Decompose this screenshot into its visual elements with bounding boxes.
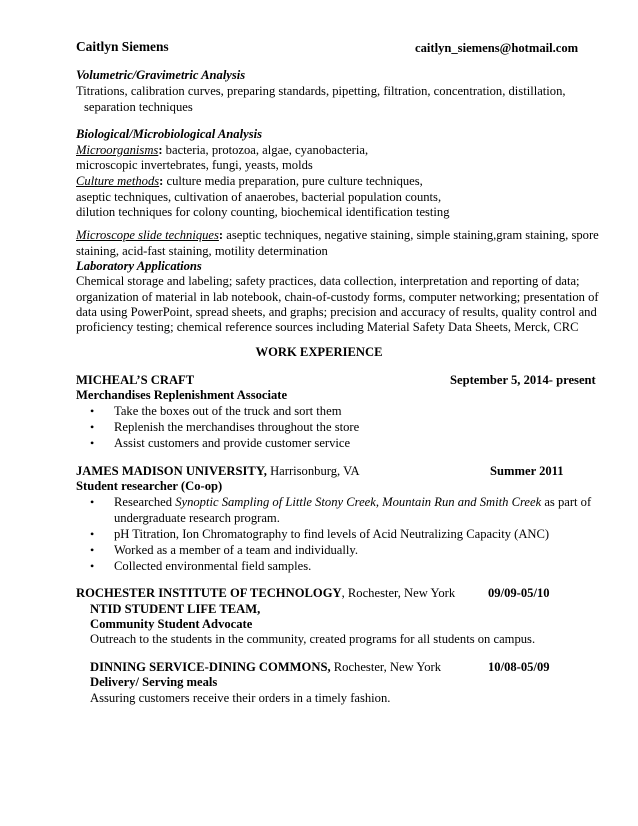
bullet-icon: • [90, 527, 95, 541]
employer: MICHEAL’S CRAFT [76, 373, 195, 387]
research-title: Synoptic Sampling of Little Stony Creek, Mountain Run and Smith Creek [175, 495, 542, 509]
employer: JAMES MADISON UNIVERSITY, [76, 464, 267, 478]
job-bullet: Collected environmental field samples. [114, 559, 312, 573]
employer-line [90, 659, 441, 675]
job-date: Summer 2011 [490, 464, 564, 478]
job-bullet: Researched Synoptic Sampling of Little Stony Creek, Mountain Run and Smith Creek as part of [114, 495, 592, 509]
slide-label: Microscope slide techniques [76, 228, 219, 242]
job-org: NTID STUDENT LIFE TEAM, [90, 602, 261, 616]
bio-line: aseptic techniques, cultivation of anaerobes, bacterial population counts, [76, 190, 442, 204]
employer-line [76, 585, 455, 601]
employer: DINNING SERVICE-DINING COMMONS, [90, 660, 331, 674]
lab-title: Laboratory Applications [76, 259, 202, 273]
candidate-name: Caitlyn Siemens [76, 39, 169, 54]
bullet-icon: • [90, 543, 95, 557]
label-colon: : [218, 228, 224, 242]
lab-line: proficiency testing; chemical reference sources including Material Safety Data Sheets, Merck, CRC [76, 320, 579, 334]
culture-line [76, 173, 423, 189]
job-date: 09/09-05/10 [488, 586, 550, 600]
bio-line: dilution techniques for colony counting, biochemical identification testing [76, 205, 450, 219]
employer-location: Rochester, New York [330, 660, 441, 674]
microorganisms-label: Microorganisms [76, 143, 159, 157]
employer-location: Harrisonburg, VA [266, 464, 360, 478]
bullet-icon: • [90, 495, 95, 509]
label-colon: : [159, 174, 164, 188]
volumetric-line: separation techniques [84, 100, 193, 114]
employer: ROCHESTER INSTITUTE OF TECHNOLOGY [76, 586, 342, 600]
job-desc: Outreach to the students in the community, created programs for all students on campus. [90, 632, 536, 646]
bullet-icon: • [90, 420, 95, 434]
culture-text: culture media preparation, pure culture techniques, [163, 174, 423, 188]
volumetric-title: Volumetric/Gravimetric Analysis [76, 68, 246, 82]
job-role: Merchandises Replenishment Associate [76, 388, 288, 402]
volumetric-line: Titrations, calibration curves, preparing standards, pipetting, filtration, concentration, distillation, [76, 84, 566, 98]
job-role: Community Student Advocate [90, 617, 253, 631]
job-date: September 5, 2014- present [450, 373, 596, 387]
lab-line: organization of material in lab notebook, chain-of-custody forms, computer networking; presentation of [76, 290, 599, 304]
job-bullet-cont: undergraduate research program. [114, 511, 280, 525]
job-date: 10/08-05/09 [488, 660, 550, 674]
label-colon: : [158, 143, 163, 157]
candidate-email: caitlyn_siemens@hotmail.com [415, 41, 579, 55]
lab-line: data using PowerPoint, spread sheets, and graphs; precision and accuracy of results, quality control and [76, 305, 597, 319]
slide-line [76, 227, 599, 243]
job-role: Student researcher (Co-op) [76, 479, 223, 493]
employer-line [76, 463, 360, 479]
job-desc: Assuring customers receive their orders in a timely fashion. [90, 691, 391, 705]
job-bullet: Take the boxes out of the truck and sort them [114, 404, 342, 418]
microorganisms-text: bacteria, protozoa, algae, cyanobacteria, [162, 143, 369, 157]
job-bullet: pH Titration, Ion Chromatography to find levels of Acid Neutralizing Capacity (ANC) [114, 527, 550, 541]
job-role: Delivery/ Serving meals [90, 675, 218, 689]
slide-text: aseptic techniques, negative staining, simple staining,gram staining, spore [223, 228, 599, 242]
bullet-icon: • [90, 559, 95, 573]
job-bullet: Replenish the merchandises throughout the store [114, 420, 360, 434]
microorganisms-line [76, 142, 368, 158]
bullet-icon: • [90, 404, 95, 418]
bio-title: Biological/Microbiological Analysis [76, 127, 262, 141]
job-bullet: Assist customers and provide customer service [114, 436, 351, 450]
bio-line: microscopic invertebrates, fungi, yeasts, molds [76, 158, 313, 172]
work-heading: WORK EXPERIENCE [255, 345, 383, 359]
employer-location: , Rochester, New York [341, 586, 456, 600]
bio-line: staining, acid-fast staining, motility determination [76, 244, 328, 258]
job-bullet: Worked as a member of a team and individually. [114, 543, 359, 557]
culture-label: Culture methods [76, 174, 160, 188]
bullet-icon: • [90, 436, 95, 450]
lab-line: Chemical storage and labeling; safety practices, data collection, interpretation and reporting of data; [76, 274, 580, 288]
